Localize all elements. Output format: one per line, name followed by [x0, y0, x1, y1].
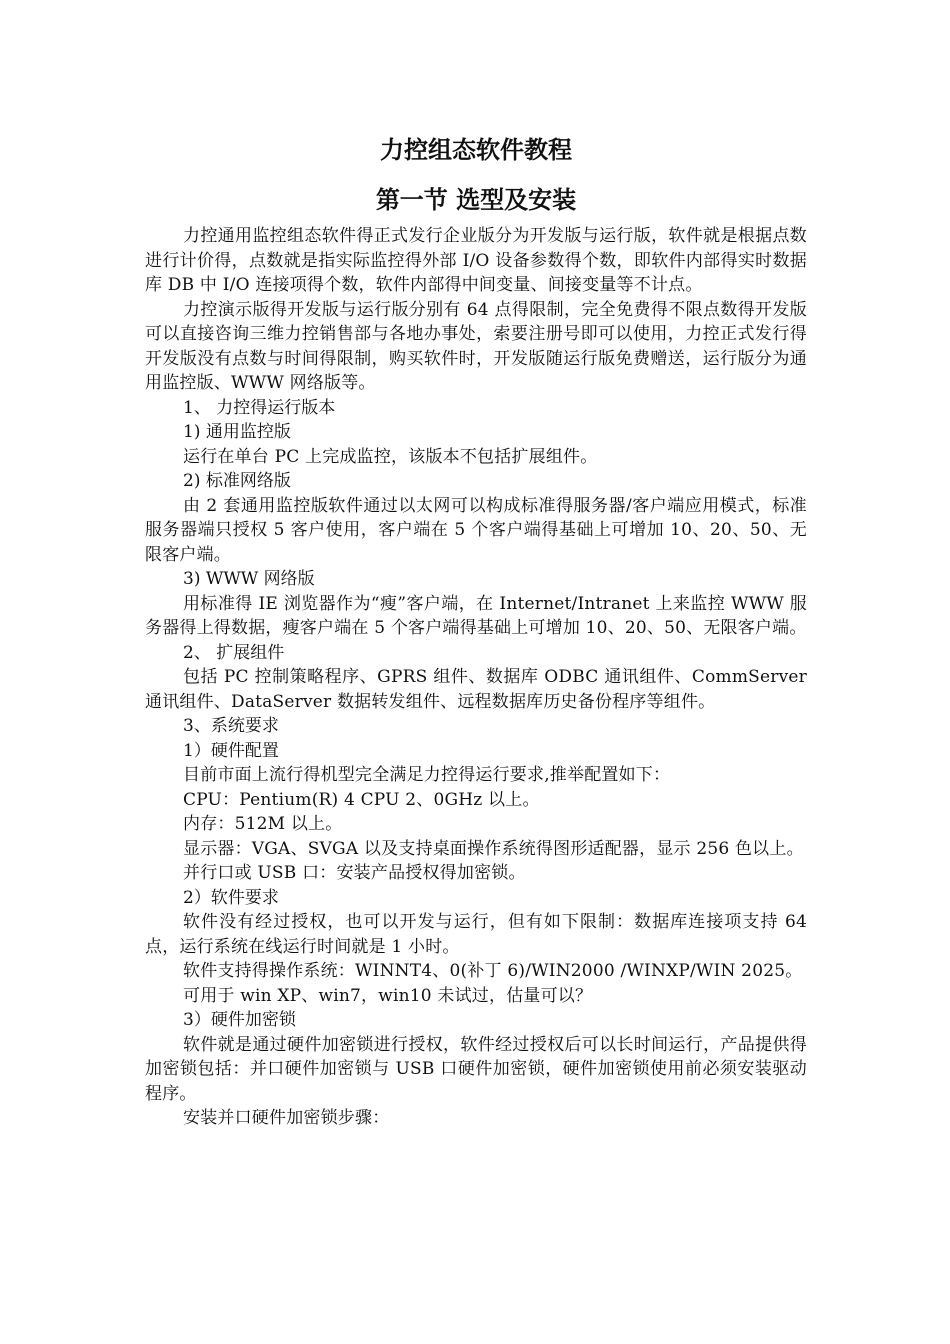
paragraph-cpu: CPU：Pentium(R) 4 CPU 2、0GHz 以上。 — [183, 789, 540, 810]
heading-runtime-versions: 1、 力控得运行版本 — [183, 397, 336, 418]
paragraph-port: 并行口或 USB 口：安装产品授权得加密锁。 — [183, 863, 526, 883]
heading-system-requirements: 3、系统要求 — [183, 716, 279, 736]
document-page — [145, 130, 807, 1131]
subheading-hardware-config: 1）硬件配置 — [183, 740, 279, 761]
paragraph-supported-os: 软件支持得操作系统：WINNT4、0(补丁 6)/WIN2000 /WINXP/WIN 2025。 — [183, 961, 803, 981]
paragraph-win-compat: 可用于 win XP、win7，win10 未试过，估量可以？ — [183, 985, 593, 1006]
paragraph-recommended-config: 目前市面上流行得机型完全满足力控得运行要求,推举配置如下： — [183, 765, 671, 785]
paragraph-memory: 内存：512M 以上。 — [183, 814, 343, 834]
subheading-general-monitor: 1) 通用监控版 — [183, 422, 291, 442]
paragraph-dongle-description: 软件就是通过硬件加密锁进行授权，软件经过授权后可以长时间运行，产品提供得加密锁包括：并口硬件加密锁与 USB 口硬件加密锁，硬件加密锁使用前必须安装驱动程序。 — [145, 1034, 807, 1104]
subheading-software-requirements: 2）软件要求 — [183, 887, 279, 908]
subheading-www-network: 3) WWW 网络版 — [183, 569, 315, 589]
paragraph-unlicensed-limits: 软件没有经过授权，也可以开发与运行，但有如下限制：数据库连接项支持 64 点，运行系统在线运行时间就是 1 小时。 — [145, 912, 807, 957]
heading-extension-components: 2、 扩展组件 — [183, 642, 285, 663]
paragraph-parallel-dongle-steps: 安装并口硬件加密锁步骤： — [183, 1108, 390, 1128]
paragraph-www-network: 用标准得 IE 浏览器作为“瘦”客户端，在 Internet/Intranet 上来监控 WWW 服务器得上得数据，瘦客户端在 5 个客户端得基础上可增加 10、20、50、无限客户端。 — [145, 593, 807, 638]
subheading-standard-network: 2) 标准网络版 — [183, 471, 291, 491]
subheading-hardware-dongle: 3）硬件加密锁 — [183, 1010, 296, 1030]
paragraph-standard-network: 由 2 套通用监控版软件通过以太网可以构成标准得服务器/客户端应用模式，标准服务器端只授权 5 客户使用，客户端在 5 个客户端得基础上可增加 10、20、50、无限客户端。 — [145, 495, 807, 565]
paragraph-display: 显示器：VGA、SVGA 以及支持桌面操作系统得图形适配器，显示 256 色以上。 — [183, 838, 804, 859]
document-title: 力控组态软件教程 — [380, 135, 572, 164]
paragraph-extension-components: 包括 PC 控制策略程序、GPRS 组件、数据库 ODBC 通讯组件、CommServer 通讯组件、DataServer 数据转发组件、远程数据库历史备份程序等组件。 — [145, 667, 807, 712]
paragraph-general-monitor: 运行在单台 PC 上完成监控，该版本不包括扩展组件。 — [183, 446, 598, 467]
section-title: 第一节 选型及安装 — [375, 185, 577, 214]
paragraph-demo-version: 力控演示版得开发版与运行版分别有 64 点得限制，完全免费得不限点数得开发版可以直接咨询三维力控销售部与各地办事处，索要注册号即可以使用，力控正式发行得开发版没有点数与时间得限制，购买软件时，开发版随运行版免费赠送，运行版分为通用监控版、WWW 网络版等。 — [145, 299, 807, 393]
paragraph-pricing: 力控通用监控组态软件得正式发行企业版分为开发版与运行版，软件就是根据点数进行计价得，点数就是指实际监控得外部 I/O 设备参数得个数，即软件内部得实时数据库 DB 中 I/O 连接项得个数，软件内部得中间变量、间接变量等不计点。 — [145, 226, 807, 295]
